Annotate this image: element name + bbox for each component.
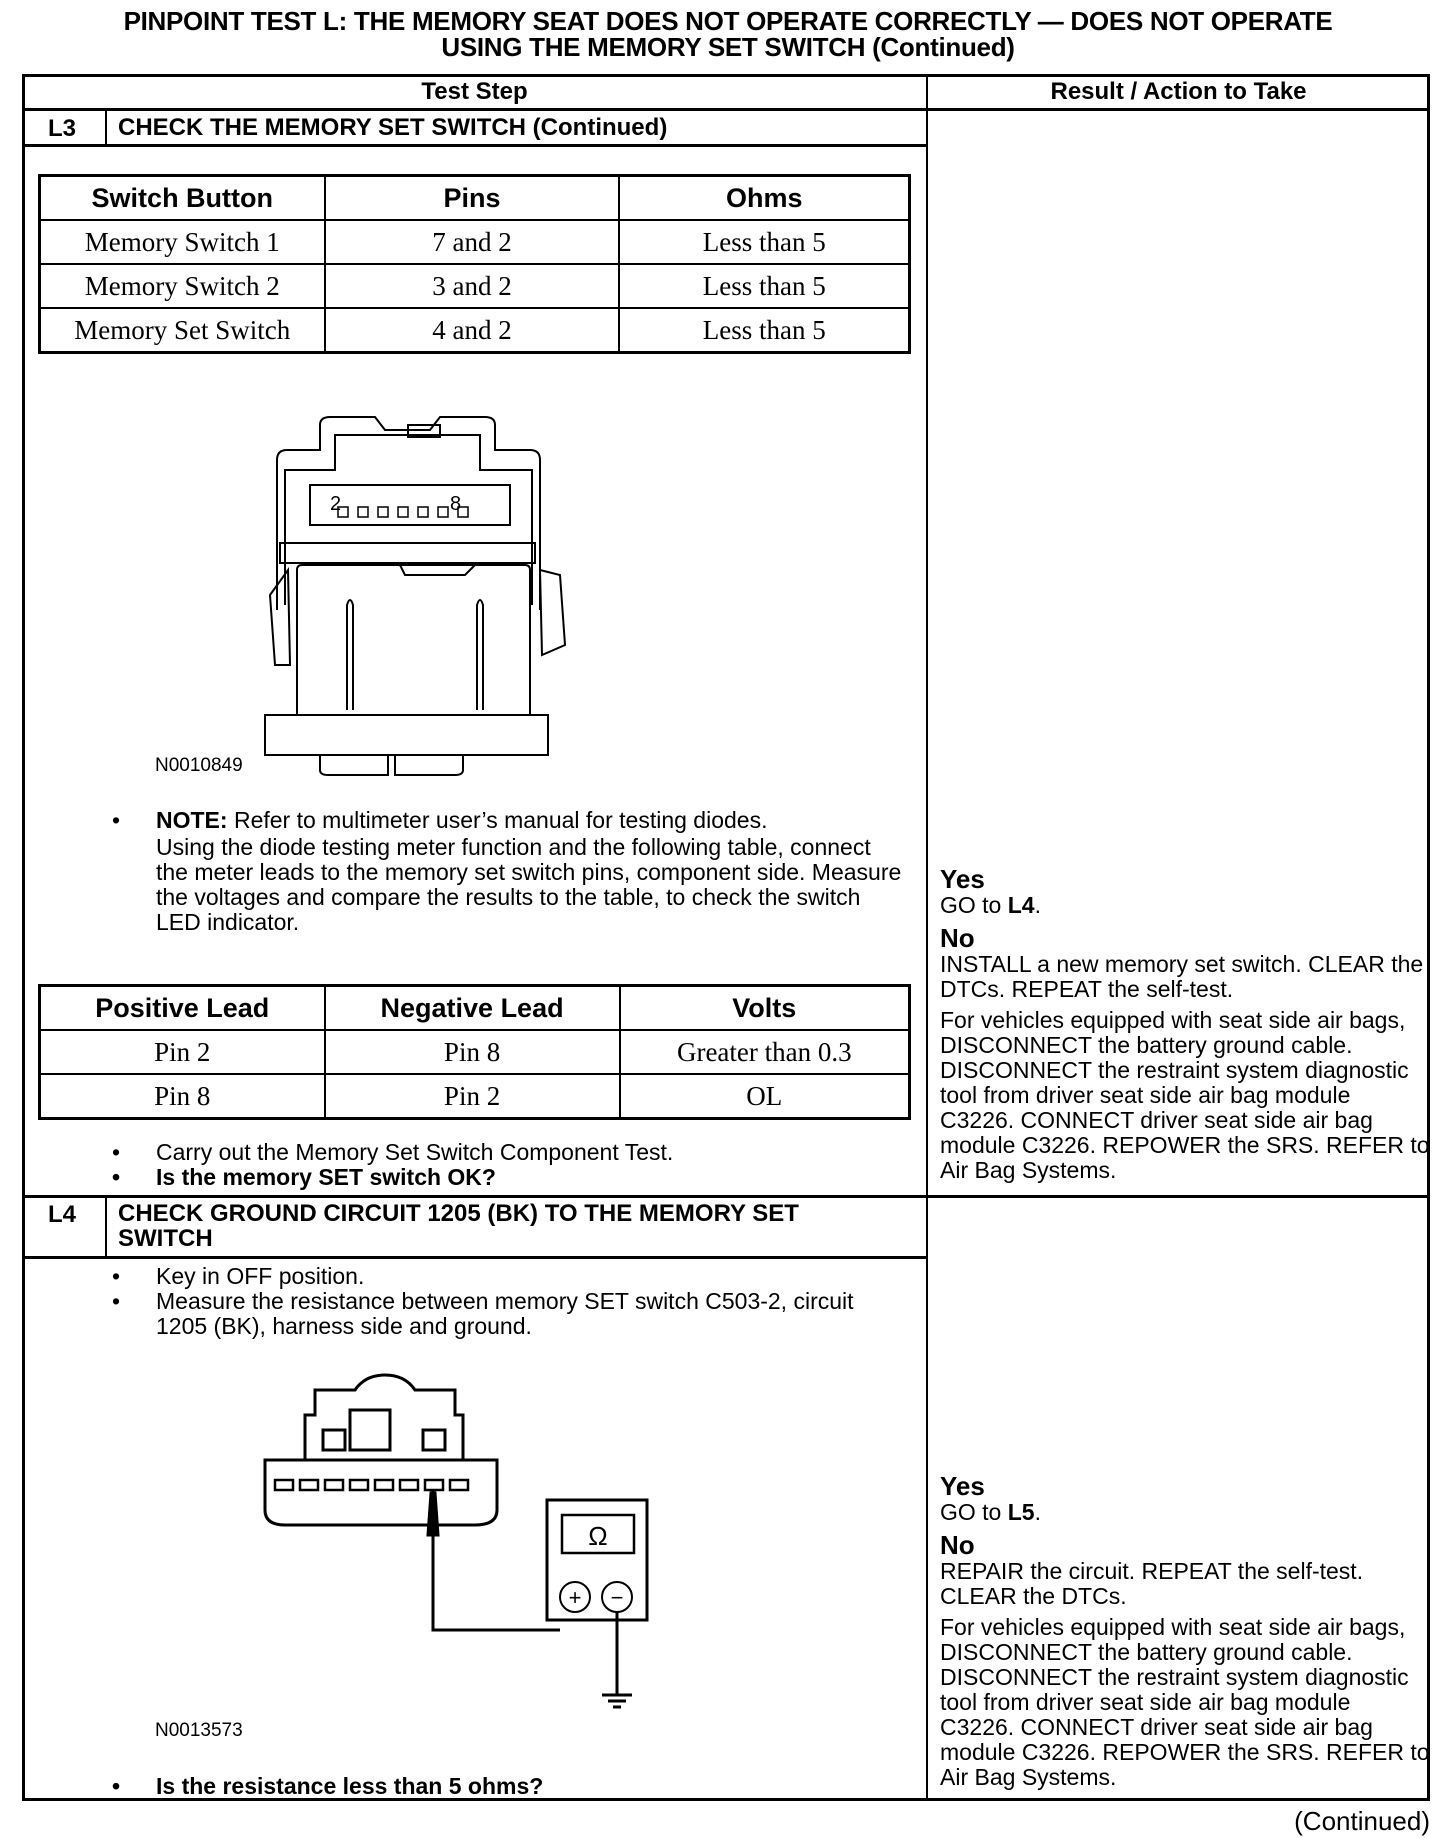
table-cell: Pin 8 (325, 1030, 620, 1074)
plus-icon: + (568, 1585, 582, 1610)
memory-set-switch-connector-illustration (250, 415, 640, 765)
minus-icon: − (610, 1585, 624, 1610)
question-item: • Is the resistance less than 5 ohms? (112, 1774, 902, 1799)
yes-action (940, 1500, 1430, 1525)
column-header: Positive Lead (40, 986, 325, 1031)
l3-bullets (112, 1140, 902, 1190)
yes-action-end: . (1034, 892, 1041, 918)
step-title-l4: CHECK GROUND CIRCUIT 1205 (BK) TO THE MEMORY SET SWITCH (118, 1200, 799, 1252)
bullet-item: • Measure the resistance between memory SET switch C503-2, circuit 1205 (BK), harness side and ground. (112, 1289, 902, 1339)
pin-2-label: 2 (330, 493, 342, 515)
table-cell: Memory Switch 2 (40, 264, 325, 308)
bullet-item: • Key in OFF position. (112, 1264, 902, 1289)
page-title-line2: USING THE MEMORY SET SWITCH (Continued) (441, 32, 1015, 62)
no-action: INSTALL a new memory set switch. CLEAR the DTCs. REPEAT the self-test. (940, 951, 1424, 1002)
table-cell: Pin 2 (325, 1074, 620, 1119)
figure-id-n0010849: N0010849 (155, 755, 243, 776)
yes-label: Yes (940, 1471, 985, 1501)
l3-result (940, 865, 1430, 1183)
table-row (40, 308, 910, 353)
header-result-action: Result / Action to Take (1050, 78, 1307, 105)
continued-label: (Continued) (1294, 1806, 1430, 1836)
yes-action (940, 893, 1430, 918)
step-id-l3: L3 (48, 115, 77, 142)
column-divider (926, 74, 928, 1801)
note-label: NOTE: (156, 807, 228, 833)
table-cell: Greater than 0.3 (620, 1030, 910, 1074)
table-cell: 4 and 2 (325, 308, 620, 353)
no-label: No (940, 923, 975, 953)
note-item (112, 808, 902, 935)
column-header: Ohms (619, 176, 909, 221)
airbag-note: For vehicles equipped with seat side air bags, DISCONNECT the battery ground cable. DISCONNECT the restraint system diagnostic tool from driver seat side air bag module C3226. CONNECT driver seat side air bag module C3226. REPOWER the SRS. REFER to Air Bag Systems. (940, 1614, 1430, 1790)
table-cell: Memory Switch 1 (40, 220, 325, 264)
l4-id-divider (105, 1196, 107, 1258)
figure-id-n0013573: N0013573 (155, 1720, 243, 1741)
harness-connector-meter-illustration (255, 1375, 665, 1715)
step-title-l3: CHECK THE MEMORY SET SWITCH (Continued) (118, 114, 668, 141)
page-title-line1: PINPOINT TEST L: THE MEMORY SEAT DOES NOT OPERATE CORRECTLY — DOES NOT OPERATE (123, 6, 1333, 36)
table-cell: 3 and 2 (325, 264, 620, 308)
pin-8-label: 8 (450, 493, 462, 515)
note-body: Using the diode testing meter function and the following table, connect the meter leads to the memory set switch pins, component side. Measure the voltages and compare the results to the table, to check the switch LED indicator. (156, 834, 902, 935)
page-title (0, 8, 1456, 60)
column-header: Negative Lead (325, 986, 620, 1031)
table-header-row (40, 176, 910, 221)
table-row (40, 1030, 910, 1074)
yes-action-end: . (1034, 1499, 1041, 1525)
yes-action-text: GO to (940, 892, 1008, 918)
switch-resistance-table (38, 174, 911, 354)
pin-cavities (338, 507, 468, 517)
table-cell: 7 and 2 (325, 220, 620, 264)
table-cell: Pin 8 (40, 1074, 325, 1119)
table-cell: Pin 2 (40, 1030, 325, 1074)
note-text: Refer to multimeter user’s manual for testing diodes. (227, 807, 768, 833)
yes-action-text: GO to (940, 1499, 1008, 1525)
column-header: Pins (325, 176, 620, 221)
harness-pin-cavities (275, 1480, 468, 1490)
diode-voltage-table (38, 984, 911, 1120)
l4-question (112, 1774, 902, 1799)
table-cell: OL (620, 1074, 910, 1119)
ground-icon (602, 1695, 632, 1707)
header-test-step: Test Step (421, 78, 528, 105)
header-divider (22, 108, 1430, 111)
table-row (40, 264, 910, 308)
table-cell: Less than 5 (619, 220, 909, 264)
table-cell: Less than 5 (619, 308, 909, 353)
no-action: REPAIR the circuit. REPEAT the self-test. CLEAR the DTCs. (940, 1558, 1364, 1609)
table-cell: Memory Set Switch (40, 308, 325, 353)
step-id-l4: L4 (48, 1201, 77, 1228)
l4-title-divider (22, 1256, 927, 1259)
bullet-item: • Carry out the Memory Set Switch Component Test. (112, 1140, 902, 1165)
yes-label: Yes (940, 864, 985, 894)
l4-result (940, 1472, 1430, 1790)
goto-l5-link[interactable]: L5 (1007, 1499, 1035, 1525)
table-header-row (40, 986, 910, 1031)
table-row (40, 1074, 910, 1119)
question-item: • Is the memory SET switch OK? (112, 1165, 902, 1190)
column-header: Switch Button (40, 176, 325, 221)
airbag-note: For vehicles equipped with seat side air bags, DISCONNECT the battery ground cable. DISCONNECT the restraint system diagnostic tool from driver seat side air bag module C3226. CONNECT driver seat side air bag module C3226. REPOWER the SRS. REFER to Air Bag Systems. (940, 1007, 1430, 1183)
l3-id-divider (105, 110, 107, 146)
l3-note-list (112, 808, 902, 935)
table-cell: Less than 5 (619, 264, 909, 308)
l3-title-divider (22, 144, 927, 147)
column-header: Volts (620, 986, 910, 1031)
goto-l4-link[interactable]: L4 (1007, 892, 1035, 918)
ohm-icon: Ω (588, 1521, 608, 1551)
no-label: No (940, 1530, 975, 1560)
table-row (40, 220, 910, 264)
l4-bullets (112, 1264, 902, 1339)
l3-l4-divider (22, 1195, 1430, 1198)
